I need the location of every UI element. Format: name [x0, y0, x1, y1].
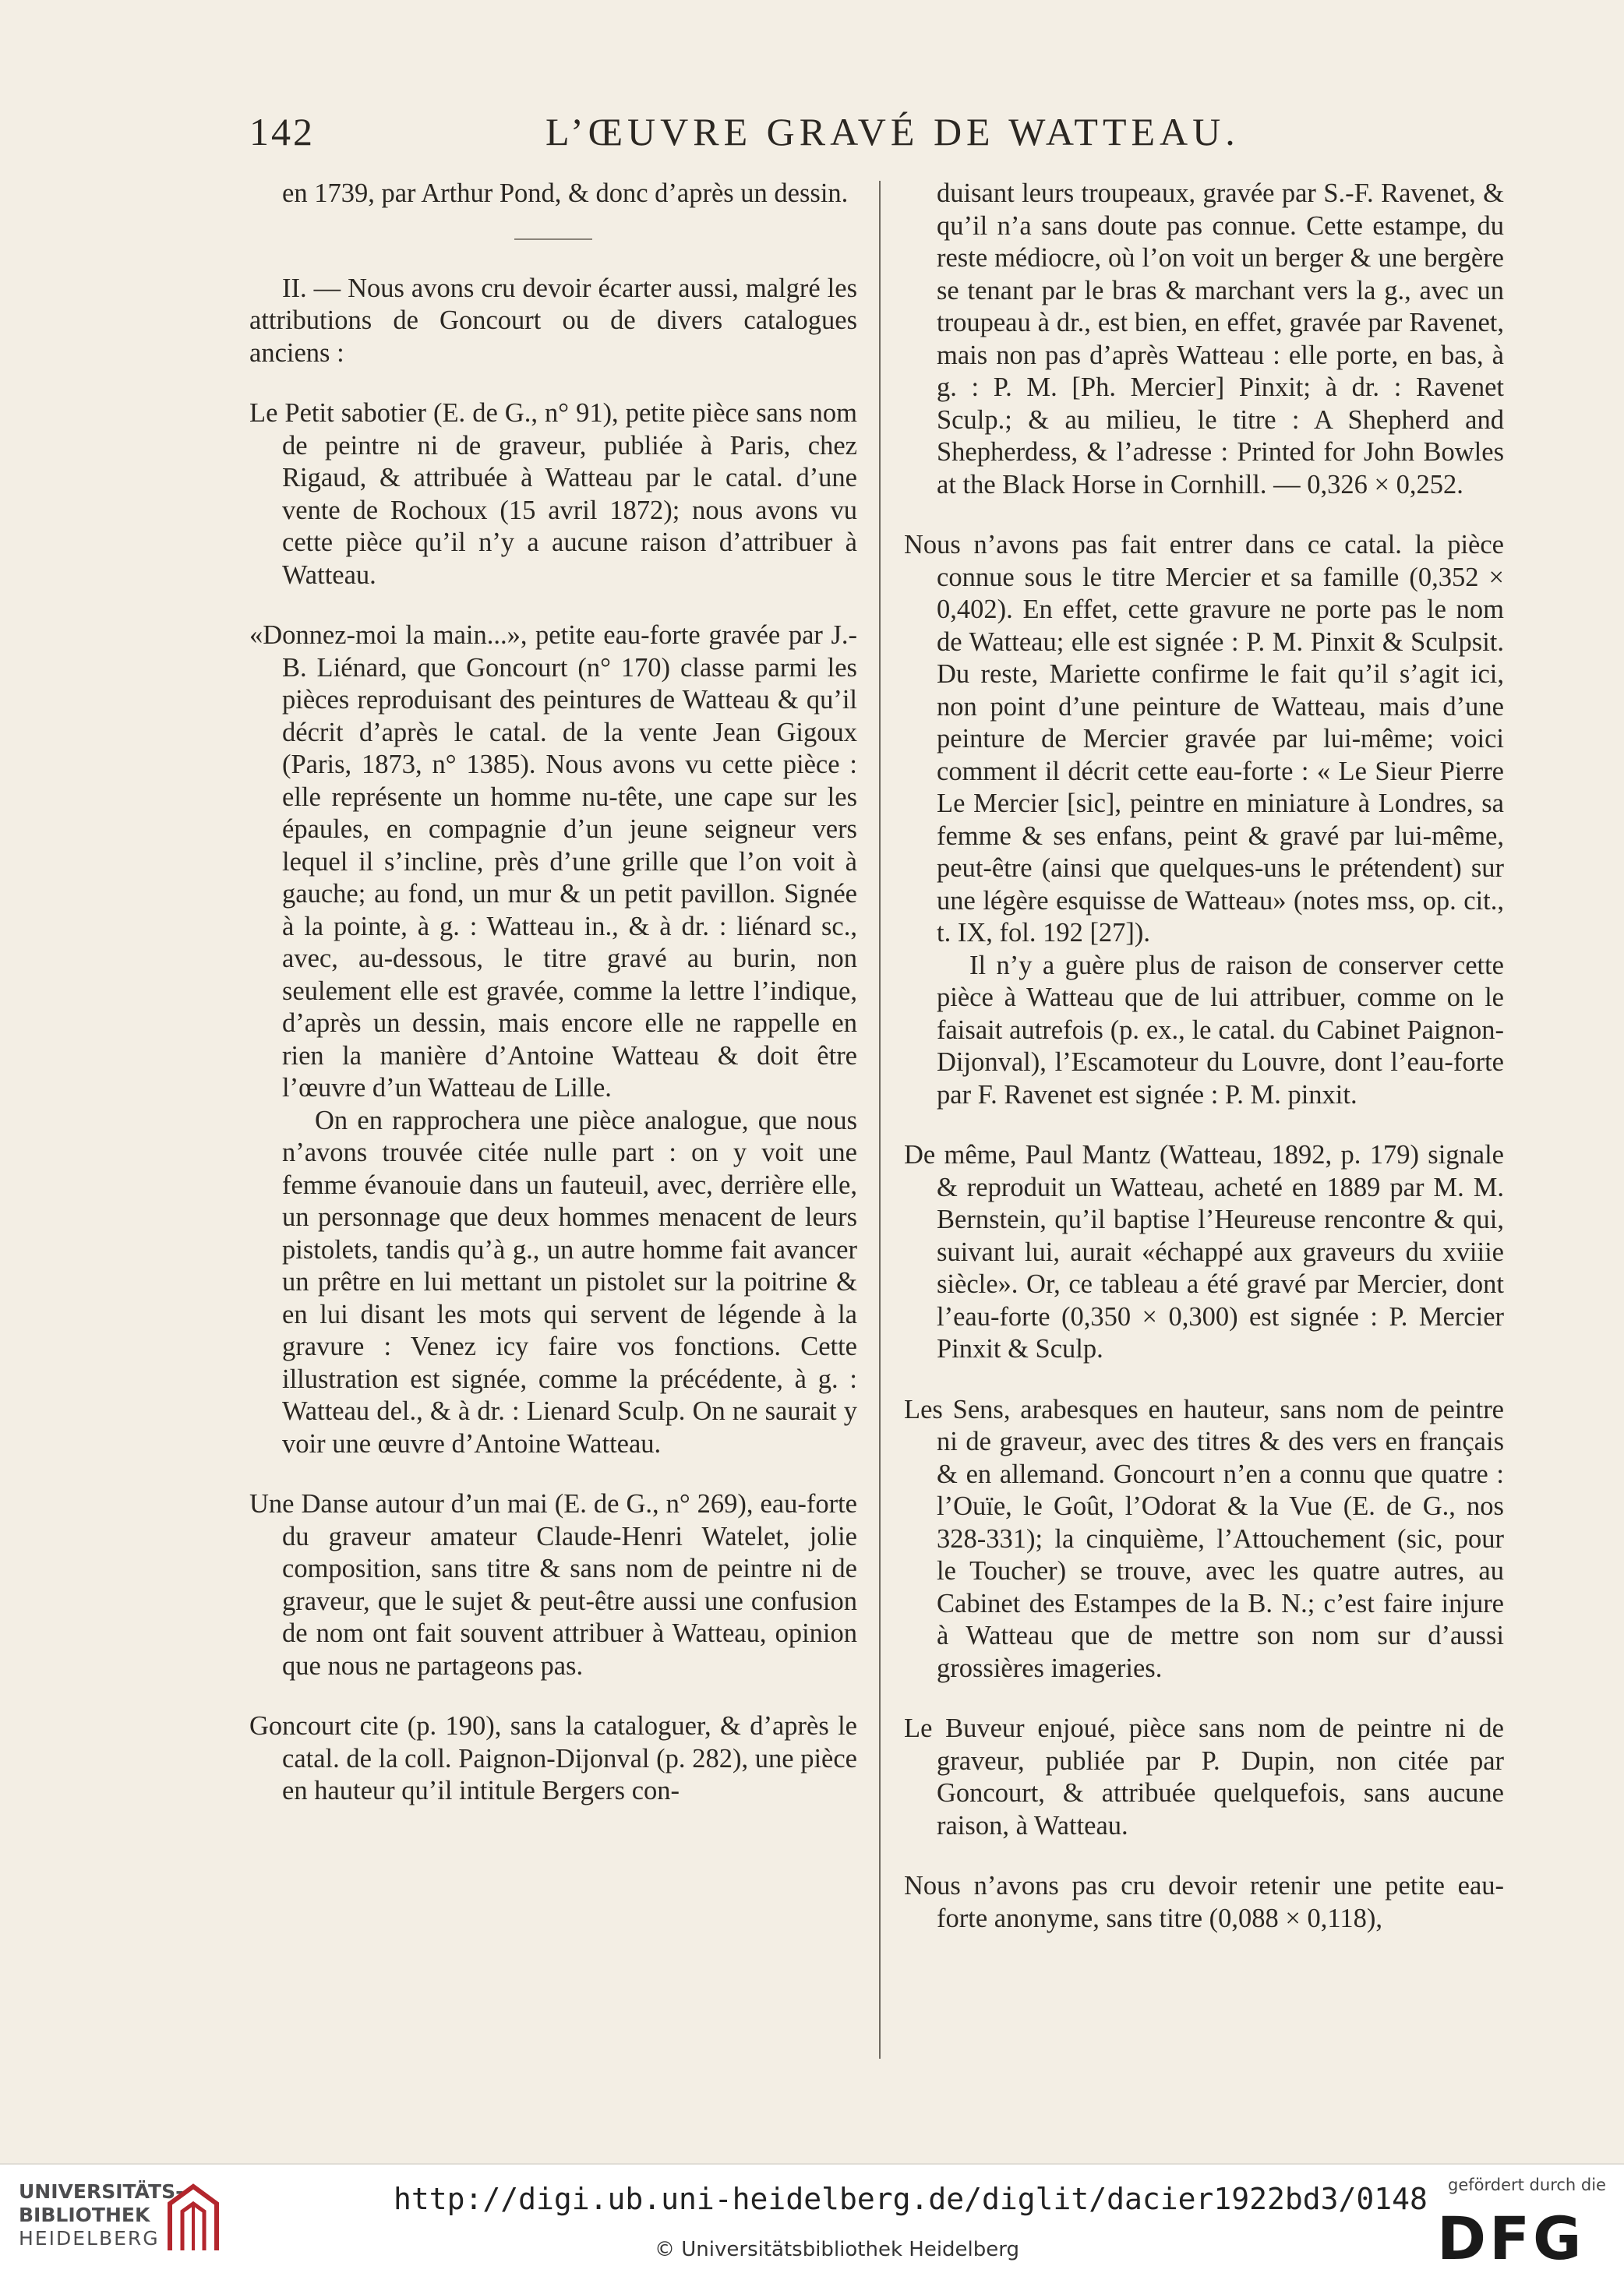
catalog-entry: Le Petit sabotier (E. de G., n° 91), petite pièce sans nom de peintre ni de graveur, publiée à Paris, chez Rigaud, & attribuée à Watteau par le catal. d’une vente de Rochoux (15 avril 1872); nous avons vu cette pièce qu’il n’y a aucune raison d’attribuer à Watteau. — [249, 398, 857, 590]
catalog-entry: Le Buveur enjoué, pièce sans nom de peintre ni de graveur, publiée par P. Dupin, non citée par Goncourt, & attribuée quelquefois, sans aucune raison, à Watteau. — [904, 1714, 1504, 1841]
catalog-entry: «Donnez-moi la main...», petite eau-forte gravée par J.-B. Liénard, que Goncourt (n° 170) classe parmi les pièces reproduisant des peintures de Watteau & qu’il décrit d’après le catal. de la vente Jean Gigoux (Paris, 1873, n° 1385). Nous avons vu cette pièce : elle représente un homme nu-tête, une cape sur les épaules, en compagnie d’un jeune seigneur vers lequel il s’incline, près d’une grille que l’on voit à gauche; au fond, un mur & un petit pavillon. Signée à la pointe, à g. : Watteau in., & à dr. : liénard sc., avec, au-dessous, le titre gravé au burin, non seulement elle est gravée, comme la lettre l’indique, d’après un dessin, mais encore elle ne rappelle en rien la manière d’Antoine Watteau & doit être l’œuvre d’un Watteau de Lille. — [249, 620, 857, 1103]
section-separator — [514, 238, 592, 240]
column-divider — [879, 181, 881, 2059]
paragraph: Il n’y a guère plus de raison de conserver cette pièce à Watteau que de lui attribuer, comme on le faisait autrefois (p. ex., le catal. du Cabinet Paignon-Dijonval), l’Escamoteur du Louvre, dont l’eau-forte par F. Ravenet est signée : P. M. pinxit. — [937, 950, 1504, 1110]
catalog-entry: Les Sens, arabesques en hauteur, sans nom de peintre ni de graveur, avec des titres & des vers en français & en allemand. Goncourt n’en a connu que quatre : l’Ouïe, le Goût, l’Odorat & la Vue (E. de G., nos 328-331); la cinquième, l’Attouchement (sic, pour le Toucher) se trouve, avec les quatre autres, au Cabinet des Estampes de la B. N.; c’est faire injure à Watteau que de mettre son nom sur d’aussi grossières imageries. — [904, 1394, 1504, 1683]
paragraph: On en rapprochera une pièce analogue, que nous n’avons trouvée citée nulle part : on y voit une femme évanouie dans un fauteuil, avec, derrière elle, un personnage que deux hommes menacent de leurs pistolets, tandis qu’à g., un autre homme fait avancer un prêtre en lui mettant un pistolet sur la poitrine & en lui disant les mots qui servent de légende à la gravure : Venez icy faire vos fonctions. Cette illustration est signée, comme la précédente, à g. : Watteau del., & à dr. : Lienard Sculp. On ne saurait y voir une œuvre d’Antoine Watteau. — [282, 1105, 857, 1459]
library-name — [19, 2180, 183, 2250]
permalink[interactable]: http://digi.ub.uni-heidelberg.de/diglit/dacier1922bd3/0148 — [394, 2182, 1428, 2216]
catalog-entry: De même, Paul Mantz (Watteau, 1892, p. 179) signale & reproduit un Watteau, acheté en 1889 par M. M. Bernstein, qu’il baptise l’Heureuse rencontre & qui, suivant lui, aurait «échappé aux graveurs du xviiie siècle». Or, ce tableau a été gravé par Mercier, dont l’eau-forte (0,350 × 0,300) est signée : P. Mercier Pinxit & Sculp. — [904, 1140, 1504, 1364]
dfg-logo: DFG — [1437, 2204, 1585, 2273]
library-name-line: HEIDELBERG — [19, 2227, 160, 2250]
page-number: 142 — [249, 110, 315, 154]
page-header — [249, 109, 1512, 179]
library-name-line: BIBLIOTHEK — [19, 2204, 150, 2226]
catalog-entry: Nous n’avons pas cru devoir retenir une petite eau-forte anonyme, sans titre (0,088 × 0,118), — [904, 1871, 1504, 1933]
right-column — [904, 178, 1504, 1963]
digitization-footer — [0, 2163, 1624, 2280]
paragraph: en 1739, par Arthur Pond, & donc d’après un dessin. — [282, 178, 849, 208]
running-title: L’ŒUVRE GRAVÉ DE WATTEAU. — [545, 110, 1240, 154]
paragraph: II. — Nous avons cru devoir écarter aussi, malgré les attributions de Goncourt ou de divers catalogues anciens : — [249, 273, 857, 368]
library-name-line: UNIVERSITÄTS- — [19, 2180, 184, 2203]
copyright: © Universitätsbibliothek Heidelberg — [655, 2238, 1020, 2261]
catalog-entry: Goncourt cite (p. 190), sans la cataloguer, & d’après le catal. de la coll. Paignon-Dijonval (p. 282), une pièce en hauteur qu’il intitule Bergers con- — [249, 1711, 857, 1805]
catalog-entry: Une Danse autour d’un mai (E. de G., n° 269), eau-forte du graveur amateur Claude-Henri Watelet, jolie composition, sans titre & sans nom de peintre ni de graveur, que le sujet & peut-être aussi une confusion de nom ont fait souvent attribuer à Watteau, opinion que nous ne partageons pas. — [249, 1489, 857, 1681]
left-column — [249, 178, 857, 1836]
funding-label: gefördert durch die — [1448, 2176, 1606, 2194]
catalog-entry: Nous n’avons pas fait entrer dans ce catal. la pièce connue sous le titre Mercier et sa famille (0,352 × 0,402). En effet, cette gravure ne porte pas le nom de Watteau; elle est signée : P. M. Pinxit & Sculpsit. Du reste, Mariette confirme le fait qu’il s’agit ici, non point d’une peinture de Watteau, mais d’une peinture de Mercier gravée par lui-même; voici comment il décrit cette eau-forte : « Le Sieur Pierre Le Mercier [sic], peintre en miniature à Londres, sa femme & ses enfans, peint & gravé par lui-même, peut-être (ainsi que quelques-uns le prétendent) sur une légère esquisse de Watteau» (notes mss, op. cit., t. IX, fol. 192 [27]). — [904, 530, 1504, 948]
paragraph: duisant leurs troupeaux, gravée par S.-F. Ravenet, & qu’il n’a sans doute pas connue. Cette estampe, du reste médiocre, où l’on voit un berger & une bergère se tenant par le bras & marchant vers la g., avec un troupeau à dr., est bien, en effet, gravée par Ravenet, mais non pas d’après Watteau : elle porte, en bas, à g. : P. M. [Ph. Mercier] Pinxit; à dr. : Ravenet Sculp.; & au milieu, le titre : A Shepherd and Shepherdess, & l’adresse : Printed for John Bowles at the Black Horse in Cornhill. — 0,326 × 0,252. — [937, 178, 1504, 499]
library-logo-icon — [162, 2180, 224, 2258]
